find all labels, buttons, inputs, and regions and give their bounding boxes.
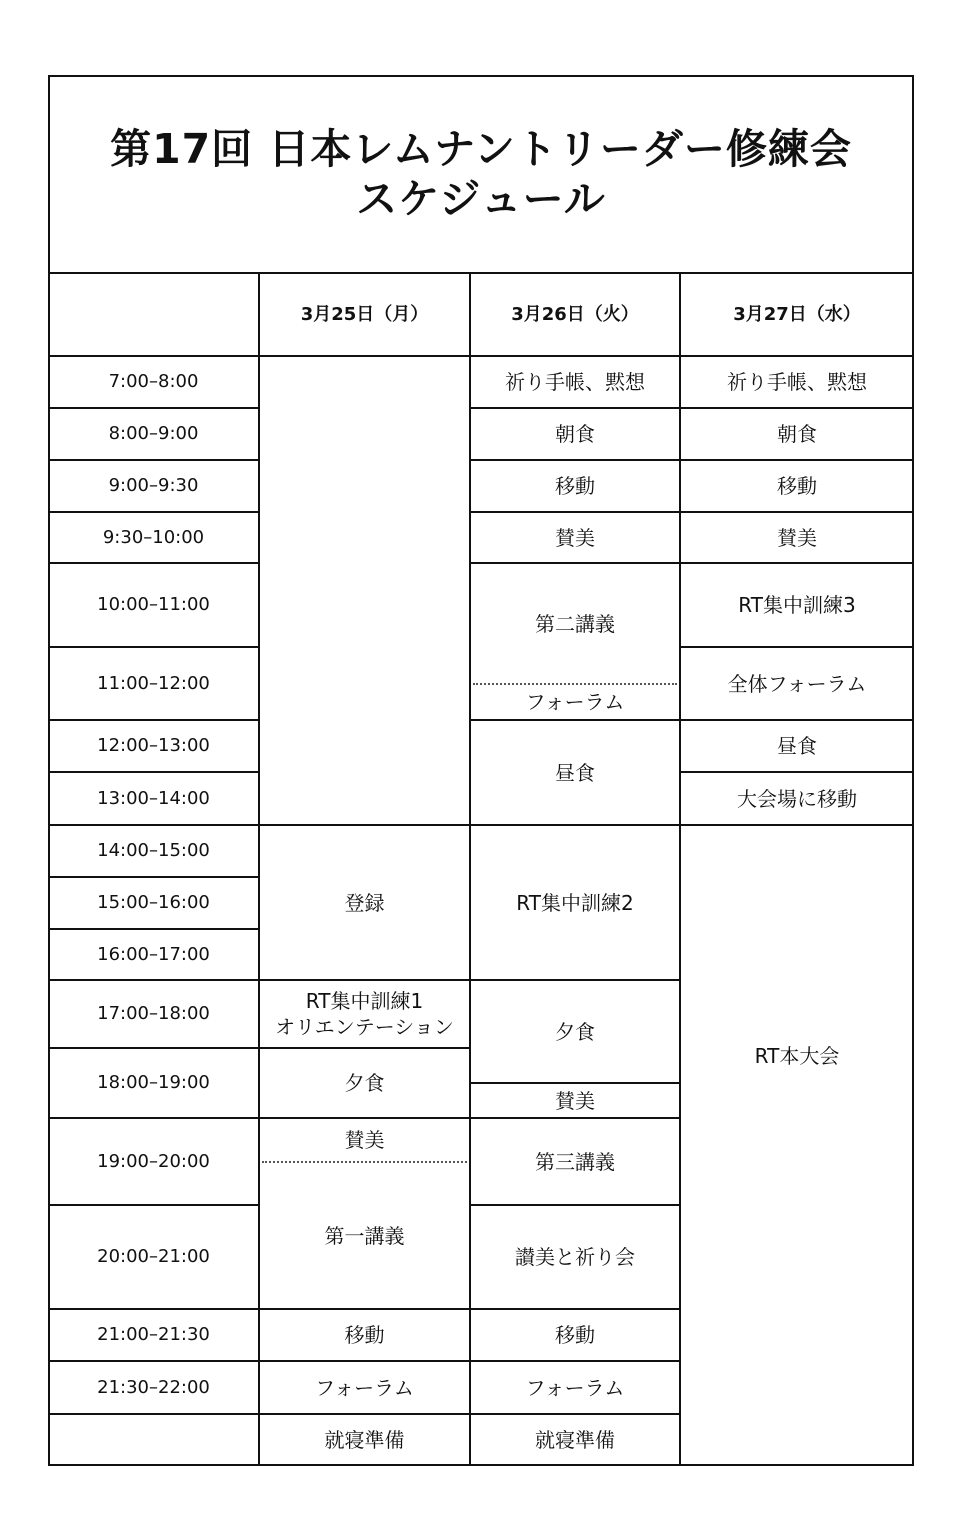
day2-forum2: フォーラム — [525, 1375, 625, 1400]
time-slot: 19:00–20:00 — [97, 1150, 210, 1172]
row-divider — [48, 876, 259, 878]
row-divider — [470, 1082, 680, 1084]
time-slot: 13:00–14:00 — [97, 787, 210, 809]
row-divider — [48, 771, 259, 773]
day2-praise2: 賛美 — [555, 1088, 595, 1113]
page-subtitle: スケジュール — [356, 174, 606, 223]
time-slot: 10:00–11:00 — [97, 594, 210, 615]
time-slot: 21:00–21:30 — [97, 1324, 210, 1345]
row-divider — [680, 771, 914, 773]
day1-praise: 賛美 — [344, 1128, 385, 1152]
day3-lunch: 昼食 — [777, 734, 817, 758]
day1-rt-orientation: RT集中訓練1 オリエンテーション — [275, 989, 454, 1039]
column-divider — [679, 274, 681, 1466]
time-slot: 12:00–13:00 — [97, 735, 210, 756]
day3-move: 移動 — [777, 474, 817, 498]
time-slot: 16:00–17:00 — [97, 943, 210, 965]
time-slot: 11:00–12:00 — [97, 672, 210, 694]
row-divider — [470, 824, 680, 826]
row-divider — [680, 719, 914, 721]
day2-lecture3: 第三講義 — [535, 1149, 615, 1174]
row-divider — [48, 928, 259, 930]
day3-rt-main: RT本大会 — [754, 1044, 840, 1068]
time-slot: 14:00–15:00 — [97, 840, 210, 861]
row-divider — [470, 562, 680, 564]
time-slot: 9:00–9:30 — [108, 475, 199, 496]
row-divider — [48, 459, 259, 461]
row-divider — [259, 1308, 470, 1310]
row-divider — [48, 355, 259, 357]
time-slot: 17:00–18:00 — [97, 1003, 210, 1024]
column-divider — [258, 274, 260, 1466]
row-divider — [48, 824, 259, 826]
day2-dinner: 夕食 — [555, 1019, 595, 1044]
row-divider — [48, 511, 259, 513]
day-header-2: 3月26日（火） — [511, 304, 639, 325]
time-slot: 18:00–19:00 — [97, 1072, 210, 1093]
day1-lecture1: 第一講義 — [324, 1223, 405, 1248]
row-divider — [259, 355, 470, 357]
row-divider — [259, 1117, 470, 1119]
time-slot: 20:00–21:00 — [97, 1246, 210, 1267]
row-divider — [470, 1117, 680, 1119]
day3-breakfast: 朝食 — [777, 422, 817, 446]
row-divider — [48, 1117, 259, 1119]
row-divider — [680, 562, 914, 564]
time-slot: 15:00–16:00 — [97, 892, 210, 913]
day2-praise1: 賛美 — [555, 525, 595, 550]
dotted-divider — [262, 1161, 467, 1163]
row-divider — [48, 1360, 259, 1362]
day3-prayer: 祈り手帳、黙想 — [727, 370, 867, 394]
day1-dinner: 夕食 — [344, 1071, 385, 1095]
day2-lecture2: 第二講義 — [535, 611, 615, 636]
row-divider — [470, 1204, 680, 1206]
day2-breakfast: 朝食 — [555, 422, 595, 446]
row-divider — [680, 407, 914, 409]
row-divider — [470, 1360, 680, 1362]
day1-registration: 登録 — [344, 890, 385, 915]
row-divider — [48, 562, 259, 564]
day3-rt3: RT集中訓練3 — [738, 593, 856, 617]
day2-rt2: RT集中訓練2 — [516, 890, 634, 915]
day3-forum-all: 全体フォーラム — [727, 671, 867, 696]
time-slot: 21:30–22:00 — [97, 1376, 210, 1398]
row-divider — [48, 719, 259, 721]
day-header-3: 3月27日（水） — [733, 304, 861, 325]
day1-forum: フォーラム — [315, 1375, 414, 1400]
day-header-1: 3月25日（月） — [300, 304, 429, 325]
row-divider — [48, 646, 259, 648]
row-divider — [48, 1413, 259, 1415]
day2-lunch: 昼食 — [555, 760, 595, 785]
row-divider — [680, 646, 914, 648]
title-box — [48, 75, 914, 274]
row-divider — [470, 355, 680, 357]
day2-bedtime: 就寝準備 — [535, 1428, 615, 1452]
column-divider — [469, 274, 471, 1466]
row-divider — [470, 979, 680, 981]
dotted-divider — [473, 683, 677, 685]
row-divider — [259, 1047, 470, 1049]
row-divider — [470, 407, 680, 409]
day1-bedtime: 就寝準備 — [324, 1428, 405, 1452]
time-slot: 8:00–9:00 — [108, 423, 199, 444]
day1-move: 移動 — [344, 1323, 385, 1347]
time-slot — [48, 1414, 259, 1466]
row-divider — [680, 511, 914, 513]
row-divider — [48, 1047, 259, 1049]
row-divider — [48, 979, 259, 981]
row-divider — [470, 719, 680, 721]
page-title: 第17回 日本レムナントリーダー修練会 — [110, 124, 852, 173]
time-slot: 7:00–8:00 — [108, 371, 199, 392]
row-divider — [259, 1360, 470, 1362]
row-divider — [48, 1308, 259, 1310]
row-divider — [470, 1308, 680, 1310]
day2-move1: 移動 — [555, 474, 595, 498]
row-divider — [680, 824, 914, 826]
row-divider — [259, 824, 470, 826]
day2-move2: 移動 — [555, 1323, 595, 1347]
row-divider — [470, 1413, 680, 1415]
row-divider — [48, 407, 259, 409]
row-divider — [48, 1204, 259, 1206]
day2-forum1: フォーラム — [525, 690, 625, 714]
day3-move-venue: 大会場に移動 — [737, 786, 857, 811]
day2-praise-prayer: 讃美と祈り会 — [515, 1245, 635, 1269]
row-divider — [680, 459, 914, 461]
day3-praise: 賛美 — [777, 525, 817, 550]
time-slot: 9:30–10:00 — [102, 526, 205, 548]
row-divider — [259, 1413, 470, 1415]
row-divider — [470, 511, 680, 513]
row-divider — [259, 979, 470, 981]
row-divider — [680, 355, 914, 357]
day2-prayer: 祈り手帳、黙想 — [505, 370, 645, 394]
row-divider — [470, 459, 680, 461]
